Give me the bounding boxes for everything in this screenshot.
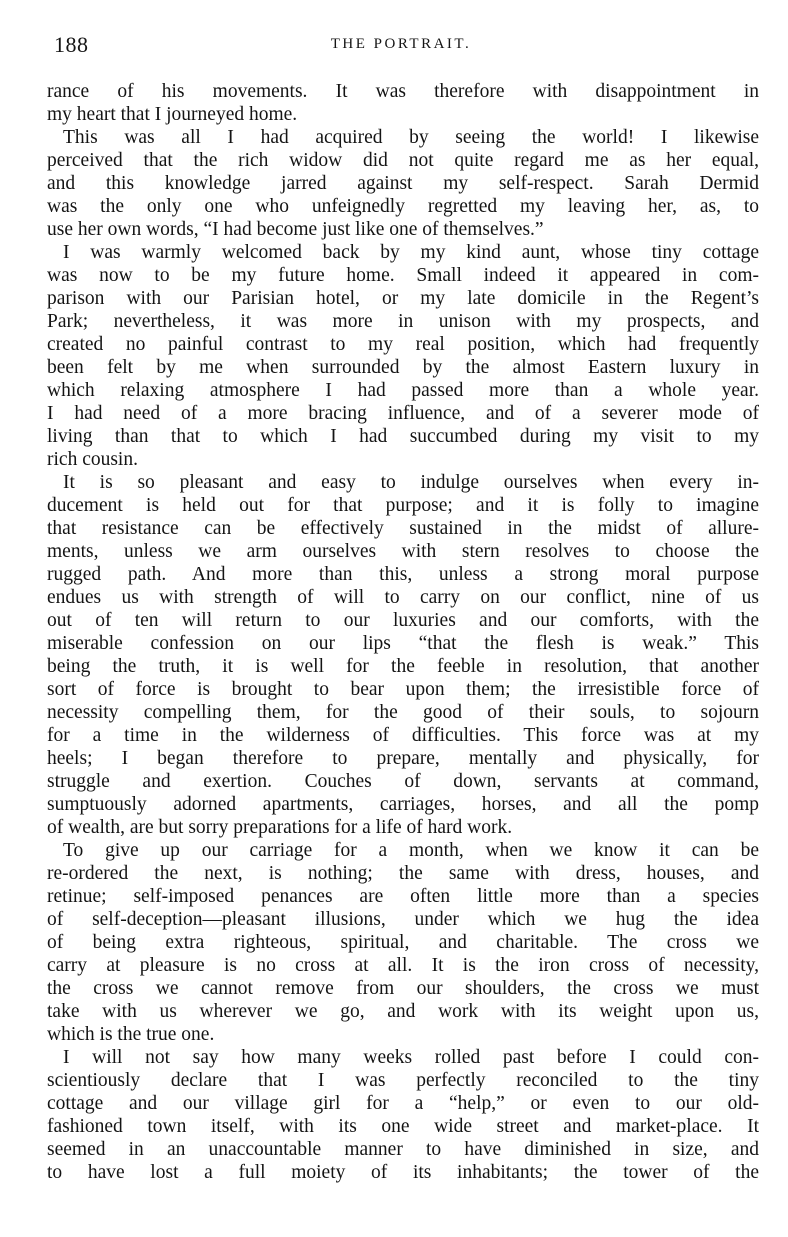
text-line: of wealth, are but sorry preparations for a life of hard work. [47, 817, 513, 838]
text-line: to have lost a full moiety of its inhabitants; the tower of the [47, 1162, 759, 1183]
text-line: scientiously declare that I was perfectly reconciled to the tiny [47, 1070, 759, 1091]
text-line: that resistance can be effectively sustained in the midst of allure- [47, 518, 759, 539]
body-text [47, 80, 759, 1184]
text-line: Park; nevertheless, it was more in unison with my prospects, and [47, 311, 759, 332]
text-line: To give up our carriage for a month, when we know it can be [63, 840, 759, 861]
text-line: perceived that the rich widow did not quite regard me as her equal, [47, 150, 759, 171]
text-line: heels; I began therefore to prepare, mentally and physically, for [47, 748, 759, 769]
text-line: endues us with strength of will to carry on our conflict, nine of us [47, 587, 759, 608]
text-line: I had need of a more bracing influence, and of a severer mode of [47, 403, 759, 424]
page-number: 188 [54, 32, 89, 57]
text-line: rich cousin. [47, 449, 138, 470]
text-line: ments, unless we arm ourselves with stern resolves to choose the [47, 541, 759, 562]
text-line: the cross we cannot remove from our shoulders, the cross we must [47, 978, 759, 999]
text-line: living than that to which I had succumbed during my visit to my [47, 426, 759, 447]
text-line: fashioned town itself, with its one wide street and market-place. It [47, 1116, 759, 1137]
text-line: necessity compelling them, for the good of their souls, to sojourn [47, 702, 759, 723]
text-line: I will not say how many weeks rolled past before I could con- [63, 1047, 759, 1068]
text-line: my heart that I journeyed home. [47, 104, 298, 125]
text-line: parison with our Parisian hotel, or my late domicile in the Regent’s [47, 288, 759, 309]
text-line: of self-deception—pleasant illusions, under which we hug the idea [47, 909, 759, 930]
text-line: which relaxing atmosphere I had passed more than a whole year. [47, 380, 759, 401]
text-line: retinue; self-imposed penances are often little more than a species [47, 886, 759, 907]
text-line: carry at pleasure is no cross at all. It is the iron cross of necessity, [47, 955, 759, 976]
text-line: re-ordered the next, is nothing; the same with dress, houses, and [47, 863, 759, 884]
text-line: It is so pleasant and easy to indulge ourselves when every in- [63, 472, 759, 493]
text-line: out of ten will return to our luxuries and our comforts, with the [47, 610, 759, 631]
text-line: for a time in the wilderness of difficulties. This force was at my [47, 725, 759, 746]
text-line: ducement is held out for that purpose; and it is folly to imagine [47, 495, 759, 516]
text-line: I was warmly welcomed back by my kind aunt, whose tiny cottage [63, 242, 759, 263]
page-header [40, 32, 762, 62]
running-title: THE PORTRAIT. [330, 36, 472, 52]
text-line: cottage and our village girl for a “help,” or even to our old- [47, 1093, 759, 1114]
text-line: take with us wherever we go, and work with its weight upon us, [47, 1001, 759, 1022]
text-line: use her own words, “I had become just like one of themselves.” [47, 219, 544, 240]
text-line: was the only one who unfeignedly regretted my leaving her, as, to [47, 196, 759, 217]
text-line: This was all I had acquired by seeing the world! I likewise [63, 127, 759, 148]
text-line: rance of his movements. It was therefore with disappointment in [47, 81, 759, 102]
text-line: sort of force is brought to bear upon them; the irresistible force of [47, 679, 759, 700]
text-line: was now to be my future home. Small indeed it appeared in com- [47, 265, 759, 286]
text-line: being the truth, it is well for the feeble in resolution, that another [47, 656, 759, 677]
text-line: been felt by me when surrounded by the almost Eastern luxury in [47, 357, 759, 378]
text-line: which is the true one. [47, 1024, 215, 1045]
text-line: of being extra righteous, spiritual, and charitable. The cross we [47, 932, 759, 953]
text-line: seemed in an unaccountable manner to have diminished in size, and [47, 1139, 759, 1160]
text-line: struggle and exertion. Couches of down, servants at command, [47, 771, 759, 792]
text-line: and this knowledge jarred against my self-respect. Sarah Dermid [47, 173, 759, 194]
text-line: sumptuously adorned apartments, carriages, horses, and all the pomp [47, 794, 759, 815]
text-line: rugged path. And more than this, unless a strong moral purpose [47, 564, 759, 585]
text-line: miserable confession on our lips “that the flesh is weak.” This [47, 633, 759, 654]
text-line: created no painful contrast to my real position, which had frequently [47, 334, 759, 355]
